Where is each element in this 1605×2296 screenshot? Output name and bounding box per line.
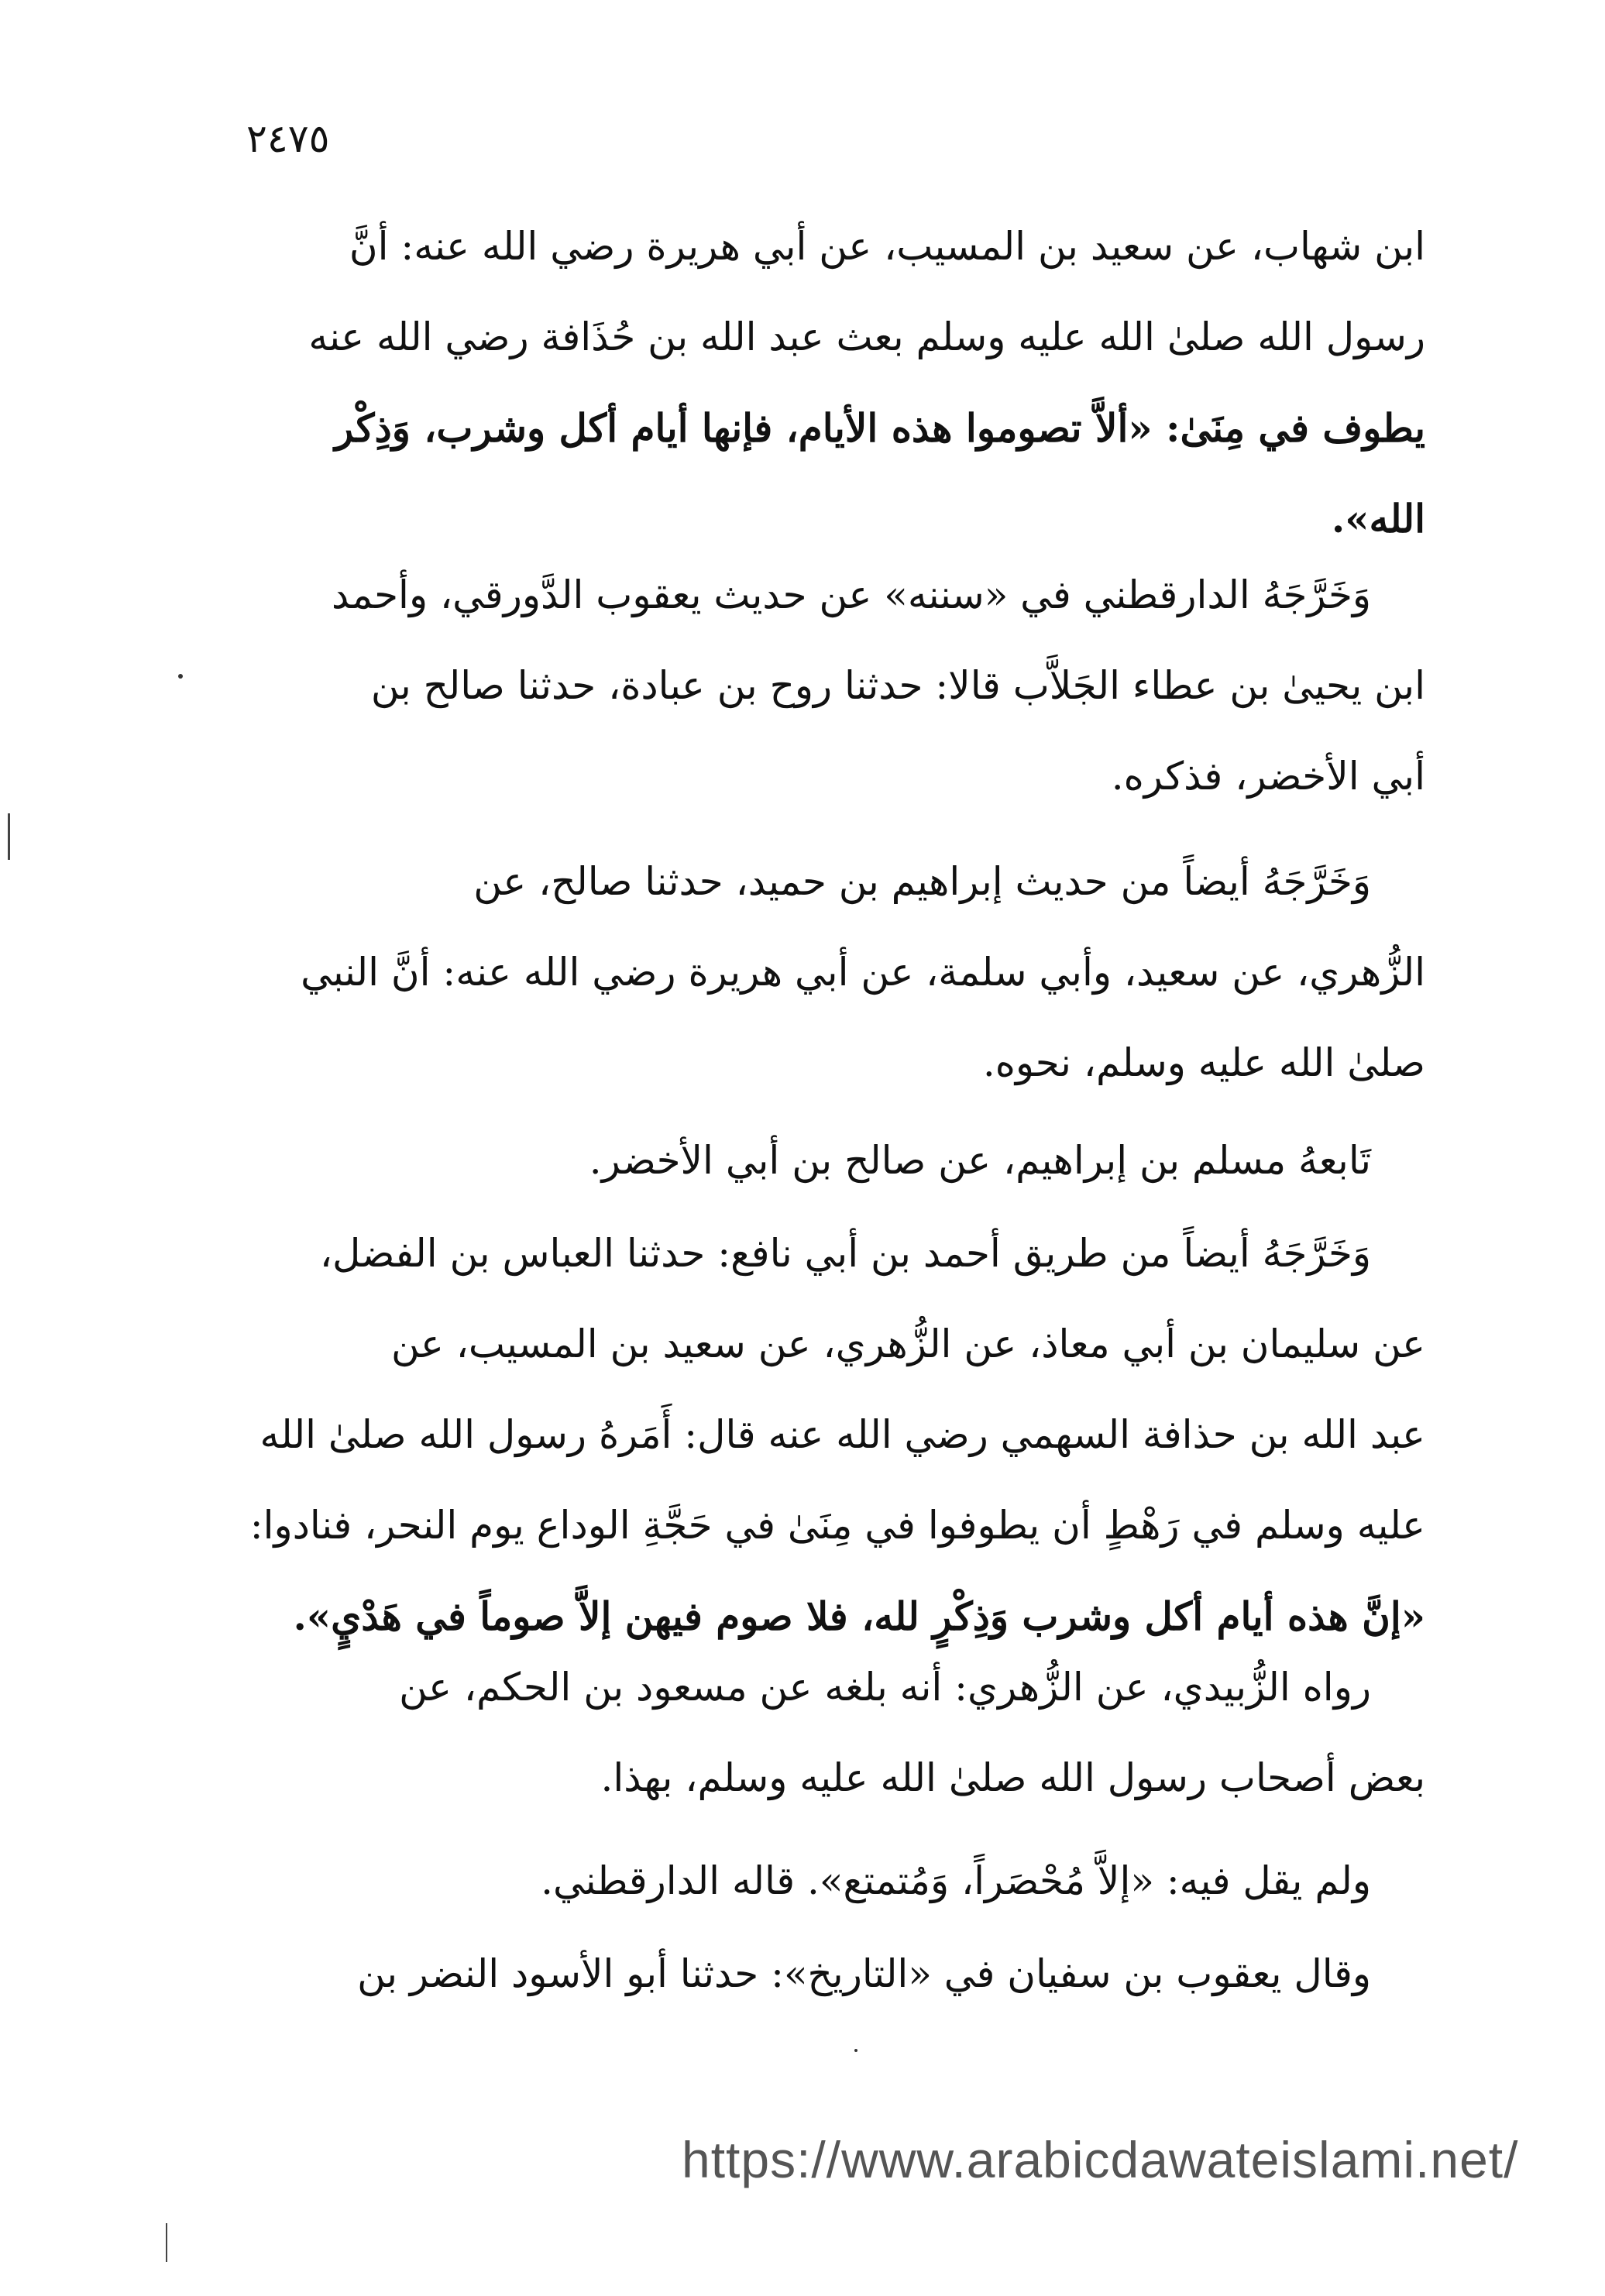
text-line: صلىٰ الله عليه وسلم، نحوه. xyxy=(982,1040,1425,1085)
watermark-url: https://www.arabicdawateislami.net/ xyxy=(682,2131,1519,2188)
text-line: عبد الله بن حذافة السهمي رضي الله عنه قال: أَمَرهُ رسول الله صلىٰ الله xyxy=(259,1412,1425,1457)
scan-speck xyxy=(854,2049,857,2052)
text-line: تَابعهُ مسلم بن إبراهيم، عن صالح بن أبي الأخضر. xyxy=(589,1138,1371,1183)
paragraph-1 xyxy=(232,201,1425,564)
text-line: الزُّهري، عن سعيد، وأبي سلمة، عن أبي هريرة رضي الله عنه: أنَّ النبي xyxy=(301,950,1425,995)
text-line: رواه الزُّبيدي، عن الزُّهري: أنه بلغه عن مسعود بن الحكم، عن xyxy=(399,1665,1371,1710)
text-line: عن سليمان بن أبي معاذ، عن الزُّهري، عن سعيد بن المسيب، عن xyxy=(390,1322,1425,1366)
text-line: وَخَرَّجَهُ الدارقطني في «سننه» عن حديث يعقوب الدَّورقي، وأحمد xyxy=(332,572,1371,617)
text-line: ابن يحيىٰ بن عطاء الجَلاَّب قالا: حدثنا روح بن عبادة، حدثنا صالح بن xyxy=(370,663,1425,708)
paragraph-5 xyxy=(232,1208,1425,1662)
text-line: ولم يقل فيه: «إلاَّ مُحْصَراً، وَمُتمتع». قاله الدارقطني. xyxy=(541,1858,1371,1903)
paragraph-8 xyxy=(232,1929,1425,2019)
text-line: «إنَّ هذه أيام أكل وشرب وَذِكْرٍ لله، فلا صوم فيهن إلاَّ صوماً في هَدْيٍ». xyxy=(293,1593,1425,1639)
text-line: بعض أصحاب رسول الله صلىٰ الله عليه وسلم، بهذا. xyxy=(600,1755,1425,1800)
text-line: الله». xyxy=(1331,496,1425,541)
paragraph-3 xyxy=(232,837,1425,1108)
scan-margin-mark xyxy=(8,813,10,860)
text-line: وقال يعقوب بن سفيان في «التاريخ»: حدثنا أبو الأسود النضر بن xyxy=(357,1951,1371,1996)
scan-speck xyxy=(178,674,183,679)
text-line: وَخَرَّجَهُ أيضاً من طريق أحمد بن أبي نافع: حدثنا العباس بن الفضل، xyxy=(319,1231,1371,1276)
text-line: يطوف في مِنَىٰ: «ألاَّ تصوموا هذه الأيام، فإنها أيام أكل وشرب، وَذِكْر xyxy=(335,405,1425,451)
paragraph-2 xyxy=(232,550,1425,822)
paragraph-7 xyxy=(232,1836,1425,1927)
paragraph-6 xyxy=(232,1642,1425,1823)
text-line: عليه وسلم في رَهْطٍ أن يطوفوا في مِنَىٰ في حَجَّةِ الوداع يوم النحر، فنادوا: xyxy=(249,1503,1425,1548)
page-number: ٢٤٧٥ xyxy=(246,116,330,161)
text-line: ابن شهاب، عن سعيد بن المسيب، عن أبي هريرة رضي الله عنه: أنَّ xyxy=(349,224,1425,269)
text-line: وَخَرَّجَهُ أيضاً من حديث إبراهيم بن حميد، حدثنا صالح، عن xyxy=(473,859,1371,904)
paragraph-4 xyxy=(232,1115,1425,1206)
scan-margin-mark xyxy=(166,2223,167,2262)
text-line: أبي الأخضر، فذكره. xyxy=(1111,754,1425,799)
text-line: رسول الله صلىٰ الله عليه وسلم بعث عبد الله بن حُذَافة رضي الله عنه xyxy=(308,314,1425,359)
